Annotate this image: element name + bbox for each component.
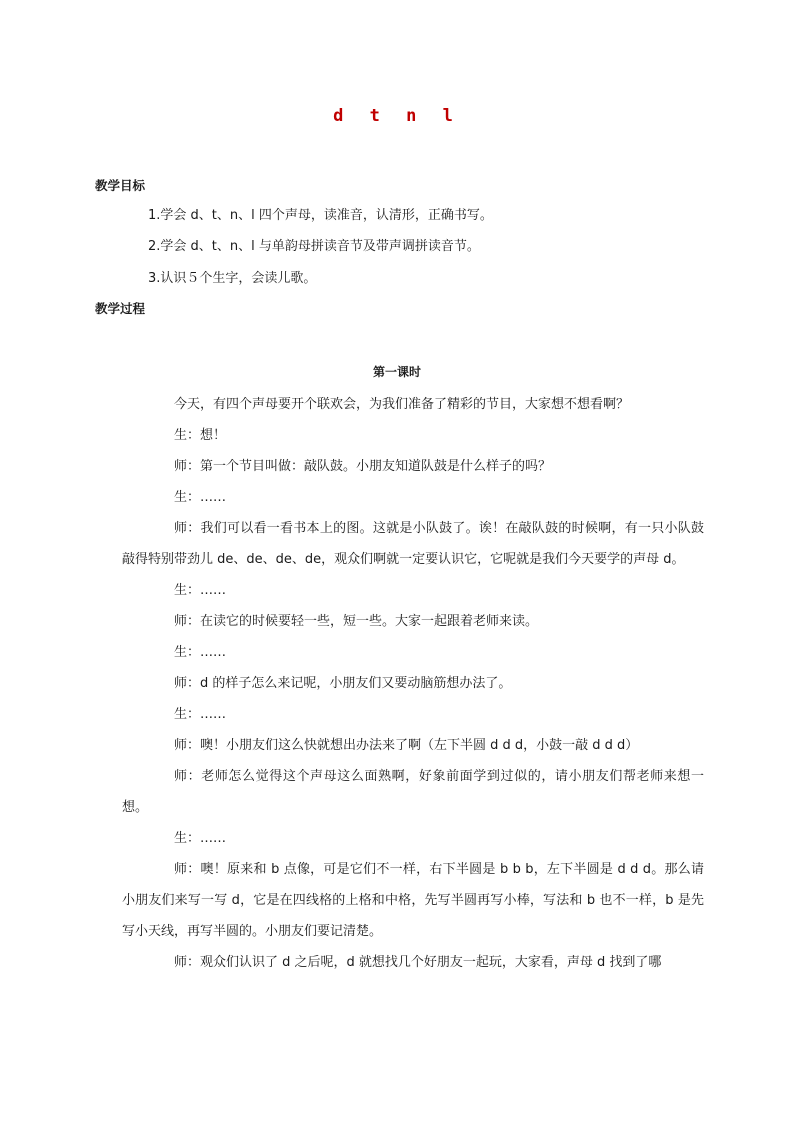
document-title: d t n l — [333, 106, 461, 126]
goal-item: 2.学会 d、t、n、l 与单韵母拼读音节及带声调拼读音节。 — [148, 239, 480, 254]
goal-item: 1.学会 d、t、n、l 四个声母，读准音，认清形，正确书写。 — [148, 208, 493, 223]
paragraph: 师：噢！原来和 b 点像，可是它们不一样，右下半圆是 b b b，左下半圆是 d d d。那么请小朋友们来写一写 d，它是在四线格的上格和中格，先写半圆再写小棒，写法和 b 也不一样，b 是先写小天线，再写半圆的。小朋友们要记清楚。 — [122, 862, 704, 939]
paragraph: 生：想！ — [174, 428, 227, 443]
paragraph: 生：…… — [174, 645, 227, 660]
paragraph: 生：…… — [174, 831, 227, 846]
section-heading-goals: 教学目标 — [95, 178, 146, 193]
paragraph: 师：d 的样子怎么来记呢，小朋友们又要动脑筋想办法了。 — [174, 676, 512, 691]
paragraph: 生：…… — [174, 707, 227, 722]
paragraph: 师：噢！小朋友们这么快就想出办法来了啊（左下半圆 d d d，小鼓一敲 d d d） — [174, 738, 639, 753]
paragraph: 生：…… — [174, 490, 227, 505]
lesson-title: 第一课时 — [372, 365, 421, 379]
paragraph: 生：…… — [174, 583, 227, 598]
paragraph: 师：观众们认识了 d 之后呢，d 就想找几个好朋友一起玩，大家看，声母 d 找到了哪 — [174, 955, 662, 970]
paragraph: 师：在读它的时候要轻一些，短一些。大家一起跟着老师来读。 — [174, 614, 539, 629]
paragraph: 师：老师怎么觉得这个声母这么面熟啊，好象前面学到过似的，请小朋友们帮老师来想一想。 — [122, 769, 704, 815]
paragraph: 师：我们可以看一看书本上的图。这就是小队鼓了。诶！在敲队鼓的时候啊，有一只小队鼓敲得特别带劲儿 de、de、de、de，观众们啊就一定要认识它，它呢就是我们今天要学的声母 d。 — [122, 521, 704, 567]
paragraph: 今天，有四个声母要开个联欢会，为我们准备了精彩的节目，大家想不想看啊？ — [174, 397, 630, 412]
paragraph: 师：第一个节目叫做：敲队鼓。小朋友知道队鼓是什么样子的吗？ — [174, 459, 552, 474]
lesson-body — [122, 389, 704, 978]
goal-item: 3.认识５个生字，会读儿歌。 — [148, 271, 317, 286]
section-heading-process: 教学过程 — [95, 301, 146, 316]
